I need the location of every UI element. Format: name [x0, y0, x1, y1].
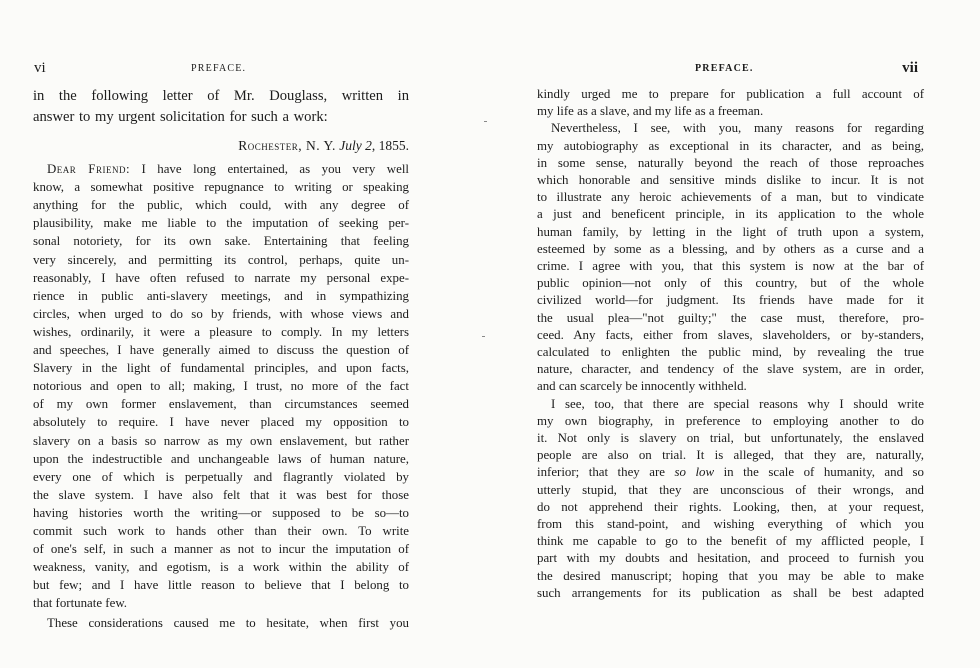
preface-line: ceed. Any facts, either from slaves, slaveholders, or by-standers, — [537, 327, 924, 342]
right-page-header — [537, 60, 924, 80]
preface-line: civilized world—for judgment. Its friends have made for it — [537, 293, 924, 308]
letter-line: anything for the public, which could, with any degree of — [33, 198, 409, 213]
preface-line: my autobiography as exceptional in its character, and as being, — [537, 138, 924, 153]
letter-line: every one of which is perpetually and flagrantly violated by — [33, 469, 409, 484]
preface-line: such arrangements for its publication as shall be best adapted — [537, 585, 924, 600]
preface-line: it. Not only is slavery on trial, but unfortunately, the enslaved — [537, 431, 924, 445]
letter-line: having histories worth the writing—or supposed to be so—to — [33, 505, 409, 520]
scan-speck — [482, 336, 485, 337]
letter-dateline: Rochester, N. Y. July 2, 1855. — [238, 138, 409, 153]
preface-line: a just and beneficent principle, in its application to the whole — [537, 207, 924, 222]
right-page — [537, 0, 924, 668]
letter-line: notorious and open to all; making, I trust, no more of the fact — [33, 379, 409, 394]
preface-line: esteemed by some as a blessing, and by others as a curse and a — [537, 241, 924, 256]
letter-line: weakness, vanity, and egotism, is a work within the ability of — [33, 560, 409, 575]
preface-line: my life as a slave, and my life as a freeman. — [537, 104, 764, 119]
letter-line: but few; and I have little reason to believe that I belong to — [33, 578, 409, 593]
scan-speck — [484, 121, 487, 122]
preface-line: nature, character, and tendency of the slave system, are in order, — [537, 362, 924, 377]
letter-line: that fortunate few. — [33, 596, 128, 611]
preface-line: utterly stupid, that they are unconscious of their wrongs, and — [537, 482, 924, 497]
preface-line: to illustrate any heroic achievements of a man, but to vindicate — [537, 190, 924, 205]
letter-line: Slavery in the light of fundamental principles, and upon facts, — [33, 361, 409, 376]
letter-line: of my own former enslavement, than circumstances seemed — [33, 397, 409, 412]
preface-line: the usual plea—"not guilty;" the case must, therefore, pro- — [537, 310, 924, 325]
running-head: PREFACE. — [695, 63, 754, 74]
preface-line: my own biography, in preference to employing another to do — [537, 413, 924, 428]
letter-line: Dear Friend: I have long entertained, as you very well — [47, 162, 409, 176]
preface-line: I see, too, that there are special reasons why I should write — [551, 396, 924, 411]
preface-line: the desired manuscript; hoping that you may be able to make — [537, 568, 924, 583]
letter-line: plausibility, make me liable to the imputation of seeking per- — [33, 216, 409, 231]
preface-line: human family, by letting in the light of truth upon a system, — [537, 224, 924, 239]
preface-line: public opinion—not only of this country, but of the whole — [537, 276, 924, 291]
letter-line: very sincerely, and permitting its control, perhaps, quite un- — [33, 252, 409, 267]
page-number: vi — [34, 60, 46, 76]
letter-line: wishes, ordinarily, it were a pleasure to comply. In my letters — [33, 324, 409, 339]
letter-line: absolutely to require. I have never placed my opposition to — [33, 415, 409, 430]
preface-line: which honorable and sensitive minds dislike to incur. It is not — [537, 173, 924, 187]
letter-line: circles, when urged to do so by friends, with whose views and — [33, 306, 409, 321]
intro-line: in the following letter of Mr. Douglass, written in — [33, 88, 409, 104]
preface-line: and can scarcely be innocently withheld. — [537, 379, 747, 394]
intro-line: answer to my urgent solicitation for such a work: — [33, 109, 328, 125]
letter-line: of one's self, in such a manner as not to incur the imputation of — [33, 542, 409, 557]
letter-line: sonal notoriety, for its own sake. Entertaining that feeling — [33, 234, 409, 249]
letter-line: know, a somewhat positive repugnance to writing or speaking — [33, 180, 409, 195]
preface-line: people are also on trial. It is alleged, that they are, naturally, — [537, 448, 924, 463]
letter-line: and speeches, I have generally aimed to discuss the question of — [33, 343, 409, 357]
preface-line: crime. I agree with you, that this system is now at the bar of — [537, 259, 924, 273]
letter-line: reasonably, I have often refused to narrate my personal expe- — [33, 270, 409, 285]
preface-line: from this stand-point, and wishing everything of which you — [537, 517, 924, 531]
left-page — [33, 0, 409, 668]
left-page-header — [33, 60, 409, 80]
letter-line: rience in public anti-slavery meetings, and in sympathizing — [33, 288, 409, 303]
salutation: Dear Friend: — [47, 162, 131, 176]
preface-line: inferior; that they are so low in the scale of humanity, and so — [537, 465, 924, 480]
page-number: vii — [902, 60, 918, 76]
letter-line: the slave system. I have also felt that it was best for those — [33, 487, 409, 502]
letter-line: commit such work to hands other than their own. To write — [33, 524, 409, 538]
letter-line: These considerations caused me to hesitate, when first you — [47, 615, 409, 630]
letter-line: slavery on a basis so narrow as my own enslavement, but rather — [33, 433, 409, 448]
preface-line: part with my doubts and hesitation, and proceed to furnish you — [537, 551, 924, 566]
preface-line: kindly urged me to prepare for publication a full account of — [537, 87, 924, 101]
running-head: PREFACE. — [191, 63, 247, 74]
preface-line: do not apprehend their rights. Looking, then, at your request, — [537, 499, 924, 514]
preface-line: calculated to enlighten the public mind, by revealing the true — [537, 345, 924, 359]
preface-line: in some sense, naturally beyond the reach of those reproaches — [537, 155, 924, 170]
letter-line: upon the indestructible and unchangeable laws of human nature, — [33, 451, 409, 466]
preface-line: think me capable to go to the benefit of my afflicted people, I — [537, 534, 924, 549]
preface-line: Nevertheless, I see, with you, many reasons for regarding — [551, 121, 924, 136]
